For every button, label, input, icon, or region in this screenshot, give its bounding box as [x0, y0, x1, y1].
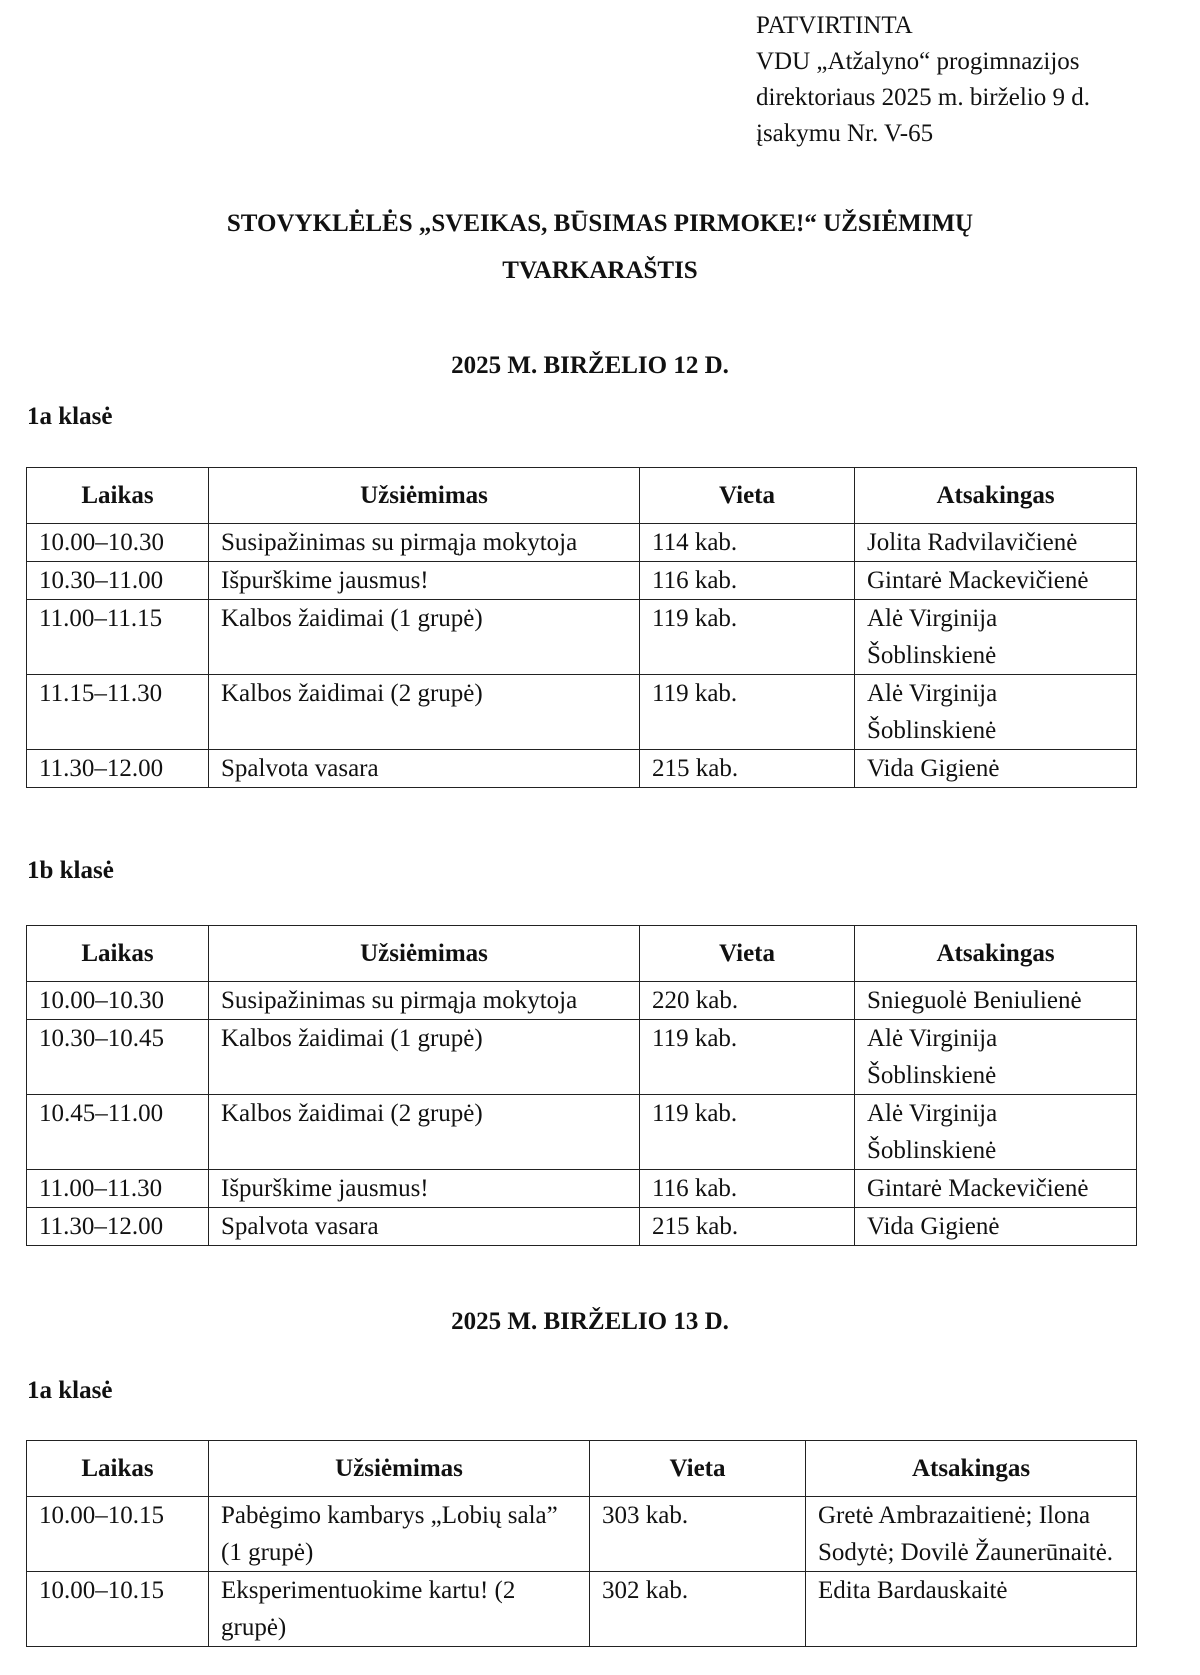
cell-responsible: Alė Virginija Šoblinskienė	[855, 1020, 1137, 1095]
cell-activity: Eksperimentuokime kartu! (2 grupė)	[209, 1572, 590, 1647]
cell-place: 119 kab.	[640, 600, 855, 675]
approval-block	[756, 8, 1090, 152]
cell-place: 302 kab.	[590, 1572, 806, 1647]
class-label: 1b klasė	[27, 857, 114, 884]
cell-place: 119 kab.	[640, 1020, 855, 1095]
cell-activity: Susipažinimas su pirmąja mokytoja	[209, 524, 640, 562]
cell-activity: Pabėgimo kambarys „Lobių sala” (1 grupė)	[209, 1497, 590, 1572]
cell-activity: Kalbos žaidimai (2 grupė)	[209, 675, 640, 750]
cell-place: 119 kab.	[640, 1095, 855, 1170]
table-row	[27, 675, 1137, 750]
cell-place: 215 kab.	[640, 750, 855, 788]
header-place: Vieta	[590, 1441, 806, 1497]
table-row	[27, 524, 1137, 562]
cell-activity: Kalbos žaidimai (2 grupė)	[209, 1095, 640, 1170]
cell-time: 10.30–10.45	[27, 1020, 209, 1095]
cell-responsible: Snieguolė Beniulienė	[855, 982, 1137, 1020]
cell-place: 119 kab.	[640, 675, 855, 750]
table-row	[27, 1497, 1137, 1572]
cell-responsible: Alė Virginija Šoblinskienė	[855, 675, 1137, 750]
cell-responsible: Vida Gigienė	[855, 750, 1137, 788]
approval-line: įsakymu Nr. V-65	[756, 120, 934, 147]
table-header-row	[27, 468, 1137, 524]
title-line-1: STOVYKLĖLĖS „SVEIKAS, BŪSIMAS PIRMOKE!“ UŽSIĖMIMŲ	[226, 210, 974, 237]
cell-activity: Kalbos žaidimai (1 grupė)	[209, 1020, 640, 1095]
cell-time: 11.00–11.30	[27, 1170, 209, 1208]
cell-place: 114 kab.	[640, 524, 855, 562]
cell-place: 303 kab.	[590, 1497, 806, 1572]
approval-line: PATVIRTINTA	[756, 12, 913, 39]
header-place: Vieta	[640, 926, 855, 982]
cell-activity: Kalbos žaidimai (1 grupė)	[209, 600, 640, 675]
cell-time: 10.00–10.15	[27, 1497, 209, 1572]
cell-place: 220 kab.	[640, 982, 855, 1020]
header-time: Laikas	[27, 1441, 209, 1497]
approval-line: direktoriaus 2025 m. birželio 9 d.	[756, 84, 1090, 111]
cell-time: 11.00–11.15	[27, 600, 209, 675]
cell-time: 10.30–11.00	[27, 562, 209, 600]
cell-time: 11.30–12.00	[27, 1208, 209, 1246]
cell-responsible: Gintarė Mackevičienė	[855, 562, 1137, 600]
cell-place: 116 kab.	[640, 1170, 855, 1208]
cell-place: 116 kab.	[640, 562, 855, 600]
header-responsible: Atsakingas	[855, 926, 1137, 982]
cell-responsible: Vida Gigienė	[855, 1208, 1137, 1246]
table-row	[27, 1095, 1137, 1170]
table-row	[27, 562, 1137, 600]
cell-time: 10.00–10.30	[27, 982, 209, 1020]
table-row	[27, 1572, 1137, 1647]
cell-responsible: Alė Virginija Šoblinskienė	[855, 600, 1137, 675]
table-row	[27, 1170, 1137, 1208]
header-activity: Užsiėmimas	[209, 926, 640, 982]
cell-activity: Susipažinimas su pirmąja mokytoja	[209, 982, 640, 1020]
cell-activity: Spalvota vasara	[209, 750, 640, 788]
cell-time: 10.00–10.30	[27, 524, 209, 562]
cell-responsible: Edita Bardauskaitė	[806, 1572, 1137, 1647]
table-row	[27, 600, 1137, 675]
cell-responsible: Jolita Radvilavičienė	[855, 524, 1137, 562]
cell-place: 215 kab.	[640, 1208, 855, 1246]
table-row	[27, 1020, 1137, 1095]
day-heading: 2025 M. BIRŽELIO 12 D.	[451, 352, 729, 379]
cell-responsible: Gretė Ambrazaitienė; Ilona Sodytė; Dovilė Žaunerūnaitė.	[806, 1497, 1137, 1572]
class-label: 1a klasė	[27, 403, 113, 430]
schedule-table	[26, 467, 1137, 788]
class-label: 1a klasė	[27, 1377, 113, 1404]
table-row	[27, 982, 1137, 1020]
cell-responsible: Gintarė Mackevičienė	[855, 1170, 1137, 1208]
cell-time: 10.45–11.00	[27, 1095, 209, 1170]
table-row	[27, 1208, 1137, 1246]
day-heading: 2025 M. BIRŽELIO 13 D.	[451, 1308, 729, 1335]
header-activity: Užsiėmimas	[209, 468, 640, 524]
table-header-row	[27, 926, 1137, 982]
header-time: Laikas	[27, 468, 209, 524]
document-title	[0, 200, 1200, 294]
cell-time: 10.00–10.15	[27, 1572, 209, 1647]
cell-activity: Spalvota vasara	[209, 1208, 640, 1246]
header-responsible: Atsakingas	[855, 468, 1137, 524]
header-place: Vieta	[640, 468, 855, 524]
approval-line: VDU „Atžalyno“ progimnazijos	[756, 48, 1080, 75]
title-line-2: TVARKARAŠTIS	[502, 257, 698, 284]
cell-responsible: Alė Virginija Šoblinskienė	[855, 1095, 1137, 1170]
table-header-row	[27, 1441, 1137, 1497]
cell-activity: Išpurškime jausmus!	[209, 562, 640, 600]
cell-time: 11.30–12.00	[27, 750, 209, 788]
cell-activity: Išpurškime jausmus!	[209, 1170, 640, 1208]
table-row	[27, 750, 1137, 788]
header-activity: Užsiėmimas	[209, 1441, 590, 1497]
header-responsible: Atsakingas	[806, 1441, 1137, 1497]
header-time: Laikas	[27, 926, 209, 982]
schedule-table	[26, 925, 1137, 1246]
schedule-table	[26, 1440, 1137, 1647]
cell-time: 11.15–11.30	[27, 675, 209, 750]
